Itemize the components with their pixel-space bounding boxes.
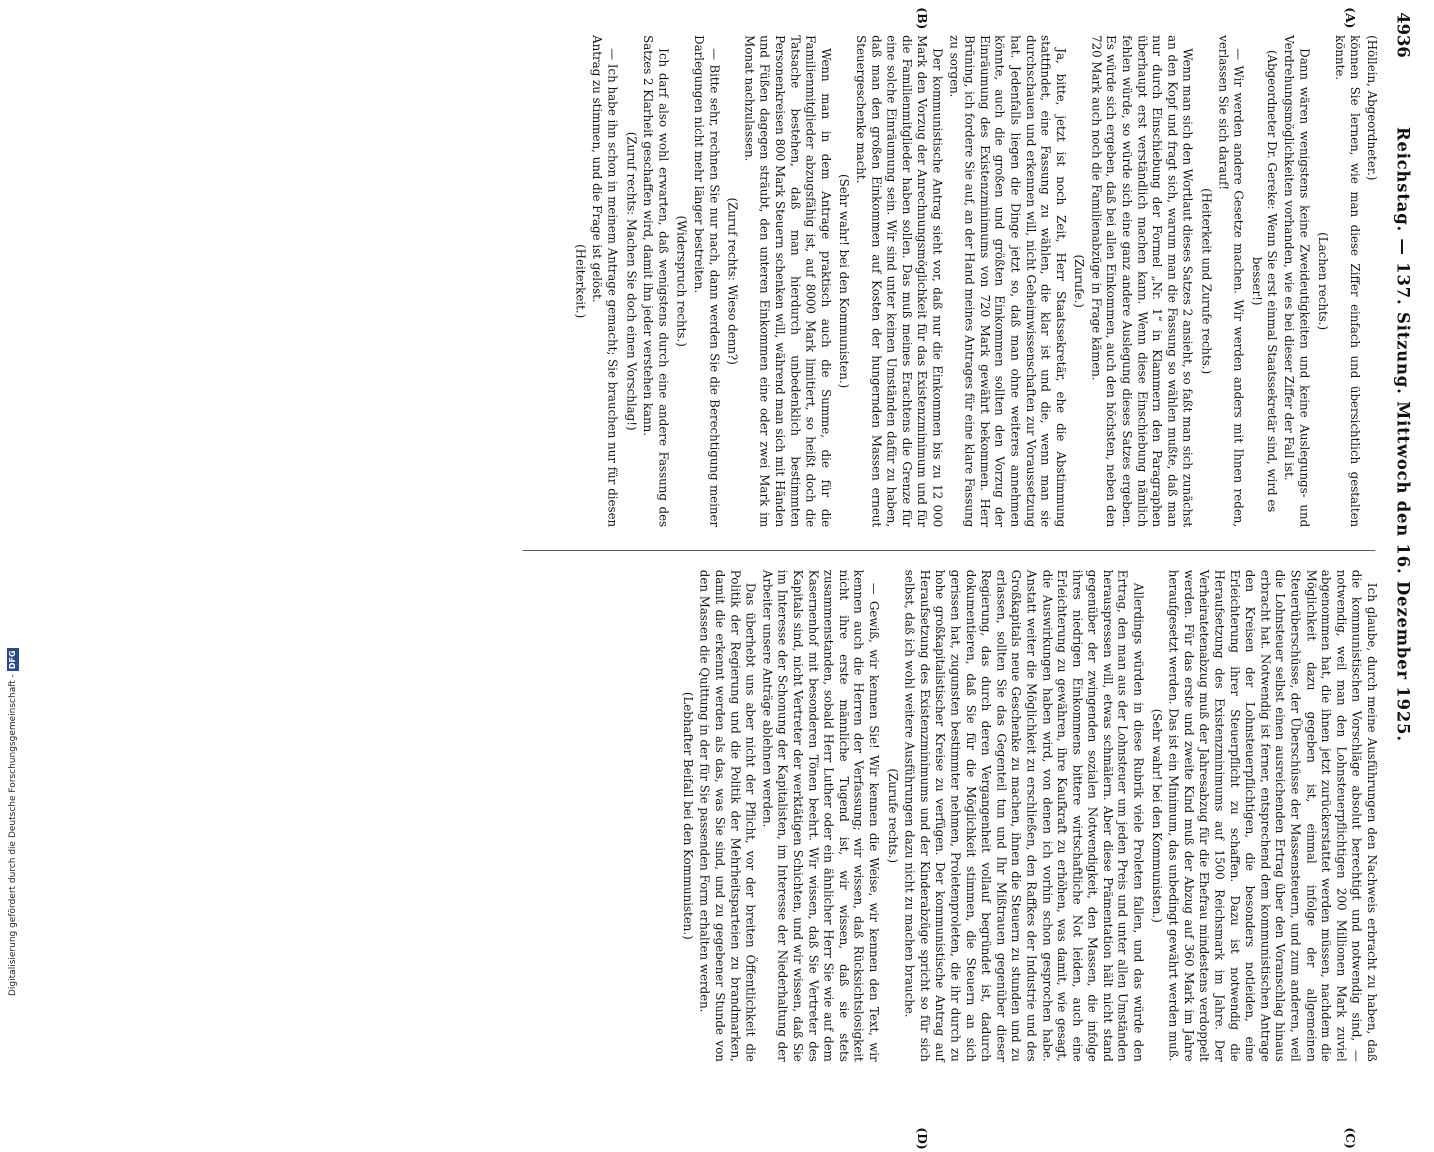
interjection: (Sehr wahr! bei den Kommunisten.) (1149, 708, 1163, 923)
paragraph: Allerdings würden in diese Rubrik viele Proleten fallen, und das würde den Ertrag, den man aus der Lohnsteuer um jeden Preis und unter allen Umständen herauspressen will, etwas schmälern. Aber diese Prämentation hält nicht stand gegenüber der zwingenden sozialen Notwendigkeit, den Massen, die infolge ihres niedrigen Einkommens bittere wirtschaftliche Not leiden, auch eine Erleichterung zu gewähren, ihre Kaufkraft zu erhöhen, was damit, wie gesagt, die Auswirkungen haben wird, von denen ich vorhin schon gesprochen habe. Anstatt weiter die Möglichkeit zu erschließen, den Raffkes der Industrie und des Großkapitals neue Geschenke zu machen, ihnen die Steuern zu stunden und zu erlassen, sollten Sie das Gegenteil tun und Ihr Mißtrauen gegenüber dieser Regierung, das durch deren Vergangenheit vollauf begründet ist, dadurch dokumentieren, daß Sie für die Möglichkeit stimmen, die Steuern an sich gerissen hat, zugunsten bestimmter nehmen, Proletenproleten, die ihr durch zu hohe großkapitalistischer Kreise zu verfügen. Der kommunistische Antrag auf Heraufsetzung des Existenzminimums und der Kinderabzüge spricht so für sich selbst, daß ich wohl weitere Ausführungen dazu nicht zu machen brauche. (902, 569, 1145, 1062)
paragraph: Wenn man sich den Wortlaut dieses Satzes 2 ansieht, so faßt man sich zunächst an den Kopf und fragt sich, warum man die Fassung so wählen mußte, daß man nur durch Einschiebung der Formel „Nr. 1“ in Klammern den Paragraphen überhaupt erst verständlich machen kann. Wenn diese Einschiebung nämlich fehlen würde, so würde sich eine ganz andere Auslegung dieses Satzes ergeben. Es würde sich ergeben, daß bei allen Einkommen, auch den höchsten, neben den 720 Mark auch noch die Familienabzüge in Frage kämen. (1089, 35, 1194, 528)
scanned-page (434, 4, 1418, 1152)
interjection: (Widerspruch rechts.) (674, 215, 688, 347)
interjection: (Zuruf rechts: Wieso denn?) (725, 197, 739, 365)
dfg-logo: DFG (8, 650, 17, 670)
page-header (1385, 4, 1418, 1152)
credit-text: Digitalisierung gefördert durch die Deutsche Forschungsgemeinschaft - (8, 674, 18, 996)
interjection: (Zurufe rechts.) (885, 768, 899, 864)
paragraph: Das überhebt uns aber nicht der Pflicht, vor der breiten Öffentlichkeit die Politik der Regierung und die Politik der Mehrheitsparteien zu brandmarken, damit die erkennt werden als das, was Sie sind, und zu gegebener Stunde von den Massen die Quittung in der für Sie passenden Form erhalten werden. (697, 569, 757, 1062)
paragraph: Ich glaube, durch meine Ausführungen den Nachweis erbracht zu haben, daß die kommunistischen Vorschläge absolut berechtigt und notwendig sind, — notwendig, weil man den Lohnsteuerpflichtigen 200 Millionen Mark zuviel abgenommen hat, die ihnen jetzt zurückerstattet werden müssen, nachdem die Möglichkeit dazu gegeben ist, einmal infolge der allgemeinen Steuerüberschüsse, der Überschüsse der Massensteuern, und zum anderen, weil die Lohnsteuer selbst einen ausreichenden Ertrag über den Voranschlag hinaus erbracht hat. Notwendig ist ferner, entsprechend dem kommunistischen Antrage den Kreisen der Lohnsteuerpflichtigen, die besonders notleiden, eine Erleichterung ihrer Steuerpflicht zu schaffen. Dazu ist notwendig die Heraufsetzung des Existenzminimums auf 1500 Reichsmark im Jahre. Der Verheiratetenabzug muß der Jahresabzug für die Ehefrau mindestens verdoppelt werden. Für das erste und zweite Kind muß der Abzug auf 360 Mark im Jahre heraufgesetzt werden. Das ist ein Minimum, das unbedingt gewährt werden muß. (1166, 569, 1378, 1062)
paragraph: Der kommunistische Antrag sieht vor, daß nur die Einkommen bis zu 12 000 Mark den Vorzug der Anrechnungsmöglichkeit für das Existenzminimum und für die Familienmitglieder haben sollen. Das muß meines Erachtens die Grenze für eine solche Einräumung sein. Wir sind unter keinen Umständen dafür zu haben, daß man den großen Einkommen auf Kosten der hungernden Massen erneut Steuergeschenke macht. (853, 35, 944, 528)
margin-marker-c: (C) (1342, 1127, 1358, 1149)
interjection: (Heiterkeit.) (573, 244, 587, 319)
margin-marker-d: (D) (914, 1127, 930, 1150)
running-title: Reichstag. — 137. Sitzung. Mittwoch den 16. Dezember 1925. (1393, 127, 1414, 742)
interjection: (Lachen rechts.) (1315, 232, 1329, 331)
interjection: (Zurufe.) (1072, 254, 1086, 308)
paragraph: können Sie lernen, wie man diese Ziffer einfach und übersichtlich gestalten könnte. (1332, 35, 1361, 528)
column-divider (523, 550, 1376, 551)
interjection: (Abgeordneter Dr. Gereke: Wenn Sie erst einmal Staatssekretär sind, wird es besser!) (1249, 49, 1279, 513)
paragraph: Wenn man in dem Antrage praktisch auch die Summe, die für die Familienmitglieder abzugsfähig ist, auf 8000 Mark limitiert, so heißt doch die Tatsache bestehen, daß man hierdurch unbedenklich bestimmten Personenkreisen 800 Mark Steuern schenken will, während man sich mit Händen und Füßen dagegen sträubt, den unteren Einkommen eine oder zwei Mark im Monat nachzulassen. (742, 35, 832, 528)
margin-marker-a: (A) (1342, 7, 1358, 29)
digitization-credit (0, 0, 18, 1000)
paragraph: — Gewiß, wir kennen Sie! Wir kennen die Weise, wir kennen den Text, wir kennen auch die Herren der Verfassung; wir wissen, daß Rücksichtslosigkeit nicht ihre erste männliche Tugend ist, wir wissen, daß sie stets zusammenstanden, sobald Herr Luther oder ein ähnlicher Herr Sie wie auf dem Kasernenhof mit besonderen Tönen beehrt. Wir wissen, daß Sie Vertreter des Kapitals sind, nicht Vertreter der werktätigen Schichten, und wir wissen, daß Sie im Interesse der Schonung der Kapitalisten, im Interesse der Niederhaltung der Arbeiter unsere Anträge ablehnen werden. (760, 569, 881, 1062)
left-column (569, 35, 1379, 527)
paragraph: Ich darf also wohl erwarten, daß wenigstens durch eine andere Fassung des Satzes 2 Klarheit geschaffen wird, damit ihn jeder verstehen kann. (640, 35, 670, 528)
interjection: (Lebhafter Beifall bei den Kommunisten.) (680, 691, 694, 940)
margin-marker-b: (B) (914, 7, 930, 30)
paragraph: Ja, bitte, jetzt ist noch Zeit, Herr Staatssekretär, ehe die Abstimmung stattfindet, eine Fassung zu wählen, die klar ist und die, wenn man sie durchschauen und erkennen will, nicht Geheimwissenschaften zur Voraussetzung hat. Jedenfalls liegen die Dinge jetzt so, daß man ohne weiteres annehmen könnte, auch die großen und größten Einkommen sollten den Vorzug der Einräumung des Existenzminimums von 720 Mark gewährt bekommen. Herr Brüning, ich fordere Sie auf, an der Hand meines Antrages für eine klare Fassung zu sorgen. (946, 35, 1067, 528)
paragraph: Dann wären wenigstens keine Zweideutigkeiten und keine Auslegungs- und Verdrehungsmöglichkeiten vorhanden, wie es bei dieser Ziffer der Fall ist. (1281, 35, 1311, 528)
paragraph: — Ich habe ihn schon in meinem Antrage gemacht; Sie brauchen nur für diesen Antrag zu stimmen, und die Frage ist gelöst. (590, 35, 619, 528)
interjection: (Zuruf rechts: Machen Sie doch einen Vorschlag!) (623, 131, 638, 431)
paragraph: — Wir werden andere Gesetze machen. Wir werden anders mit Ihnen reden, verlassen Sie sich darauf! (1215, 35, 1245, 528)
page-number: 4936 (1393, 12, 1414, 58)
paragraph: — Bitte sehr, rechnen Sie nur nach, dann werden Sie die Berechtigung meiner Darlegungen nicht mehr länger bestreiten. (691, 35, 720, 528)
paragraph: (Höllein, Abgeordneter.) (1364, 35, 1378, 181)
interjection: (Sehr wahr! bei den Kommunisten.) (836, 174, 851, 389)
interjection: (Heiterkeit und Zurufe rechts.) (1199, 188, 1213, 375)
right-column (676, 570, 1379, 1062)
